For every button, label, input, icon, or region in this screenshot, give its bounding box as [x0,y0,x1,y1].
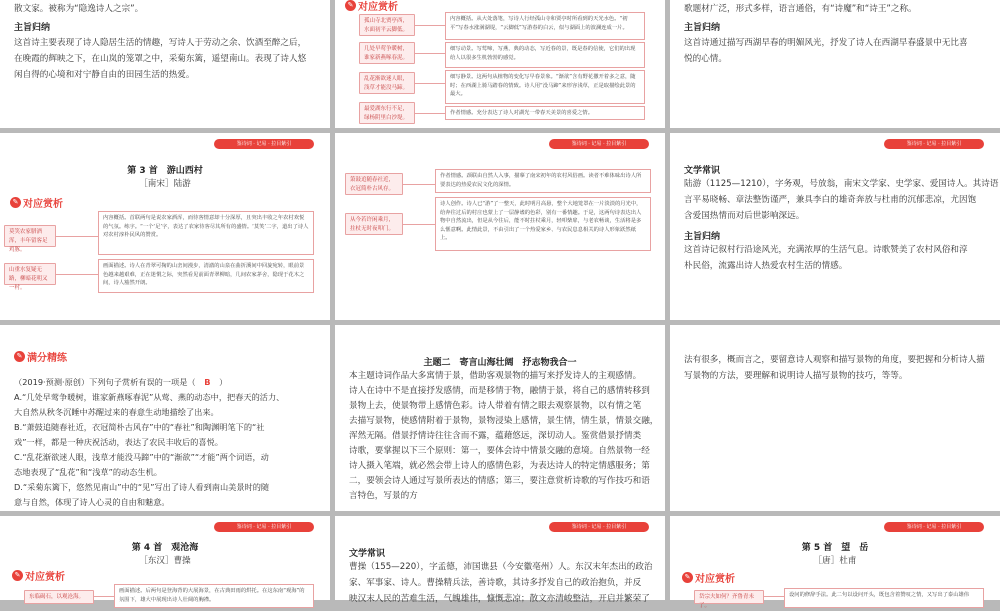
s5-poem-line: 箫鼓追随春社近，衣冠简朴古风存。 [345,173,403,195]
s3-text-line: 歌题材广泛，形式多样，语言通俗，有“诗魔”和“诗王”之称。 [684,4,917,14]
s7-badge-text: 满分精练 [27,353,67,364]
s8-text-line: 本主题诗词作品大多寓情于景，借助客观景物的描写来抒发诗人的主观感情。 [349,371,642,381]
slide-4 [0,133,330,320]
slide-banner: 鉴诗词 · 记易 · 拉目紫引 [214,139,314,149]
s6-text-line: 陆游（1125—1210），字务观，号放翁，南宋文学家、史学家、爱国诗人。其诗语 [684,179,999,189]
s2-badge-text: 对应赏析 [358,2,398,13]
s4-appreciation-badge [10,195,63,210]
poem-author: ［唐］杜甫 [813,556,857,566]
question-text: （2019·预测·原创）下列句子赏析有误的一项是（ [14,377,196,387]
s2-poem-line: 最爱湖东行不足，绿杨阴里白沙堤。 [359,102,415,124]
s12-analysis-box: 设问的修辞手法。此二句以设问开头，既包含着赞叹之情，又写出了泰山雄伟 [784,588,984,608]
pin-icon: ✎ [14,351,25,362]
s8-text-line: 诗人摄入笔端，就必然会带上诗人的感情色彩，为表达诗人的特定情感服务；第 [349,461,650,471]
slide-12 [670,516,1000,609]
slide-11 [335,516,665,604]
s1-summary-line: 这首诗主要表现了诗人隐居生活的情趣，写诗人于劳动之余、饮酒至醉之后， [14,38,307,48]
connector-line [415,25,445,26]
s2-analysis-box: 细写静景。这两句从植物的变化写早春景象。“渐欲”含有野花撒开着多之意，随时；在西湖上骑马踏春的情致。诗人用“没马蹄”来形容浅草，正是取描绘此景的最大。 [445,70,645,104]
s3-summary-line: 这首诗通过描写西湖早春的明媚风光，抒发了诗人在西湖早春盛景中无比喜 [684,38,968,48]
s12-appreciation-badge [682,570,735,585]
connector-line [415,53,445,54]
option-line: A.“几处早莺争暖树，谁家新燕啄春泥”从莺、燕的动态中，把春天的活力、 [14,392,285,402]
s2-analysis-box: 作者情感。充分表达了诗人对湖光一带春天美景的喜爱之情。 [445,106,645,120]
literary-knowledge-heading: 文学常识 [684,166,721,176]
slide-1 [0,0,330,128]
s9-text-line: 写景物的方法，要理解和说明诗人描写景物的技巧，等等。 [684,371,908,381]
poem-author: ［南宋］陆游 [139,179,191,189]
s2-poem-line: 孤山寺北贾亭西，水面初平云脚低。 [359,14,415,36]
poem-title: 第 5 首 望 岳 [801,543,869,553]
s8-text-line: 诗歌，要掌握以下三个原则：第一，要体会诗中情景交融的意境。自然景物一经 [349,446,650,456]
s4-analysis-box: 画面描述。诗人在青翠可掬的山峦间漫步，清澈的山泉在曲折溪间中回旋宛转，眼前景色越来越艰难，正在迷惘之际，突然看见前面青翠柳暗，几间农家茅舍，隐现于花木之间，诗人豁然开朗。 [98,259,314,293]
s6-summary-line: 这首诗记叙村行沿途风光，充满浓厚的生活气息。诗歌赞美了农村风俗和淳 [684,245,968,255]
s8-text-line: 去描写景物，使感情附着于景物，景物浸染上感情，景生情，情生景，情景交融， [349,416,659,426]
s8-text-line: 浑然无隔。借景抒情诗往往含而不露，蕴藉悠远，深切动人。鉴赏借景抒情类 [349,431,642,441]
s8-text-line: 言特色，写景的方 [349,491,418,501]
s10-analysis-box: 画面描述。后两句是登海背的大展海景，在古典田雨的烘托。在这东南“观海”的氛围下，雄大中展现出诗人壮阔的胸襟。 [114,584,314,608]
s2-poem-line: 几处早莺争暖树，谁家新燕啄春泥。 [359,42,415,64]
slide-7 [0,325,330,511]
s8-text-line: 景物上去，使景物带上感情色彩。诗人带着有情之眼去观察景物，以有情之笔 [349,401,642,411]
s12-badge-text: 对应赏析 [695,574,735,585]
s4-badge-text: 对应赏析 [23,199,63,210]
option-line: B.“萧鼓追随春社近，衣冠简朴古风存”中的“春社”和陶渊明笔下的“社 [14,422,265,432]
connector-line [403,224,435,225]
s6-text-line: 含爱国热情而对后世影响深远。 [684,211,805,221]
s11-text-line: 曹操（155—220），字孟德，沛国谯县（今安徽亳州）人。东汉末年杰出的政治 [349,562,653,572]
s4-analysis-box: 内容概括。首联两句是说农家酒浑，而待客情意却十分深厚，且突出丰收之年农村欢悦的气氛。练字。“一个‘足’字，表达了农家待客尽其所有的盛情。‘莫笑’二字，道出了诗人对农村淳朴民风的赞赏。 [98,211,314,255]
s11-text-line: 映汉末人民的苦难生活，气魄雄伟，慷慨悲凉；散文亦清峻整洁，开启并繁荣了 [349,594,650,604]
option-line: 大自然从秋冬沉睡中苏醒过来的春意生动地描绘了出来。 [14,407,219,417]
slide-10 [0,516,330,603]
pin-icon: ✎ [682,572,693,583]
s7-practice-badge [14,349,67,364]
literary-knowledge-heading: 文学常识 [349,549,386,559]
s6-summary-line: 朴民俗，流露出诗人热爱农村生活的情感。 [684,261,848,271]
option-line: 意与自然，体现了诗人心灵的自由和魅意。 [14,497,170,507]
slide-8 [335,325,665,511]
connector-line [415,113,445,114]
slide-banner: 鉴诗词 · 记易 · 拉目紫引 [214,522,314,532]
question-end: ） [219,377,228,387]
s10-poem-line: 东临碣石，以观沧海。 [24,590,94,604]
option-line: C.“乱花渐欲迷人眼，浅草才能没马蹄”中的“渐欲”“才能”两个词语，动 [14,452,269,462]
s10-badge-text: 对应赏析 [25,572,65,583]
connector-line [764,596,784,597]
pin-icon: ✎ [345,0,356,11]
poem-title: 第 4 首 观沧海 [131,543,199,553]
s4-poem-line: 山重水复疑无路，柳暗花明又一村。 [4,263,56,285]
connector-line [56,236,98,237]
s5-poem-line: 从今若许闲乘月，拄杖无时夜叩门。 [345,213,403,235]
s2-poem-line: 乱花渐欲迷人眼，浅草才能没马蹄。 [359,72,415,94]
s6-text-line: 言平易晓畅、章法整饬谨严，兼具李白的雄奇奔放与杜甫的沉郁悲凉，尤因饱 [684,195,977,205]
s1-summary-heading: 主旨归纳 [14,23,51,33]
pin-icon: ✎ [10,197,21,208]
slide-banner: 鉴诗词 · 记易 · 拉目紫引 [884,139,984,149]
s8-text-line: 二，要领会诗人通过写景所表达的情感；第三，要注意赏析诗歌的写作技巧和语 [349,476,650,486]
s3-summary-line: 悦的心情。 [684,54,727,64]
s4-poem-line: 莫笑农家腊酒浑，丰年留客足鸡豚。 [4,225,56,247]
s11-text-line: 家、军事家、诗人。曹操精兵法，善诗歌，其诗多抒发自己的政治抱负，并反 [349,578,642,588]
poem-author: ［东汉］曹操 [139,556,191,566]
connector-line [415,83,445,84]
s1-summary-line: 闲自得的心境和对宁静自由的田园生活的热爱。 [14,70,195,80]
slide-2 [335,0,665,128]
slide-3 [670,0,1000,128]
slide-6 [670,133,1000,320]
connector-line [56,274,98,275]
slide-5 [335,133,665,320]
s1-text-line: 散文家。被称为“隐逸诗人之宗”。 [14,4,144,14]
question-answer: B [204,377,211,387]
s9-text-line: 法有很多，概而言之，要留意诗人观察和描写景物的角度，要把握和分析诗人描 [684,355,985,365]
s5-analysis-box: 诗人创作。诗人已“游”了一整天，此时明月高悬，整个大地笼罩在一片淡淡的月光中，给奔往过后的村庄也蒙上了一层静谧的色彩，别有一番情趣。于是，这两句诗表达出人物中自然流出，但是从今往后，能不时拄杖乘月，轻叩柴扉，与老农畅谈，生活将是多么惬意啊。此情此景，不由引出了一个热爱家乡、与农民息息相关的诗人形象跃然纸上。 [435,197,651,251]
poem-title: 第 3 首 游山西村 [127,166,203,176]
question-stem [14,375,227,390]
s3-summary-heading: 主旨归纳 [684,23,721,33]
s6-summary-heading: 主旨归纳 [684,232,721,242]
s8-text-line: 诗人在诗中不是直接抒发感情，而是移情于物，融情于景，将自己的感情转移到 [349,386,650,396]
option-line: 戏”一样，都是一种庆祝活动，表达了农民丰收后的喜悦。 [14,437,223,447]
connector-line [94,596,114,597]
slide-banner: 鉴诗词 · 记易 · 拉目紫引 [549,522,649,532]
s2-appreciation-badge [345,0,398,13]
s2-analysis-box: 细写动景。写莺啼，写燕，典的动态，写近春的景，既是春的信使，它们的出现给人以很多生机勃勃的感觉。 [445,42,645,68]
option-line: D.“采菊东篱下，悠然见南山”中的“见”写出了诗人看到南山美景时的随 [14,482,270,492]
slide-banner: 鉴诗词 · 记易 · 拉目紫引 [549,139,649,149]
connector-line [403,184,435,185]
option-line: 态地表现了“乱花”和“浅草”的动态生机。 [14,467,162,477]
theme-title: 主题二 寄言山海壮阔 抒志物我合一 [423,358,577,368]
pin-icon: ✎ [12,570,23,581]
slide-banner: 鉴诗词 · 记易 · 拉目紫引 [884,522,984,532]
s12-poem-line: 岱宗夫如何？齐鲁青未了。 [694,590,764,604]
slide-9 [670,325,1000,511]
s10-appreciation-badge [12,568,65,583]
s5-analysis-box: 作者情感。颈联由自然人入事，描摹了南宋初年的农村风俗画。读者不难体味出诗人所要表达的热爱农民文化的深情。 [435,169,651,193]
s2-analysis-box: 内容概括。从大处落笔，写诗人行经孤山寺和贾亭时所看到的天光水色。“初平”写春水涨满湖堤，“云脚低”写游春的白云，似与湖面上的波澜连成一片。 [445,12,645,40]
s1-summary-line: 在晚霞的辉映之下，在山岚的笼罩之中，采菊东篱，遥望南山。表现了诗人悠 [14,54,307,64]
